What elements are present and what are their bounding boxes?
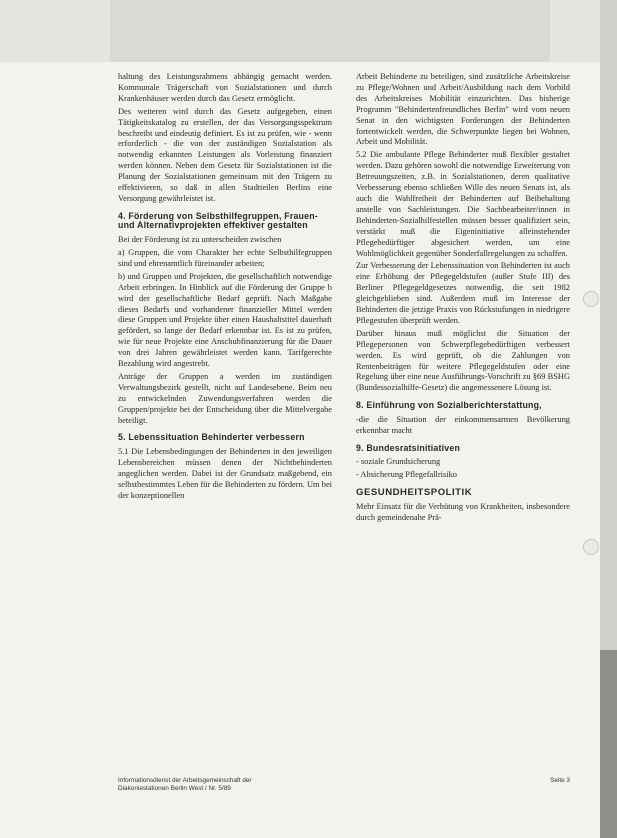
section-heading-8: 8. Einführung von Sozialberichterstattung, — [356, 400, 542, 411]
footer-line: Informationsdienst der Arbeitsgemeinschaft der — [118, 777, 252, 784]
paragraph: a) Gruppen, die vom Charakter her echte Selbsthilfegruppen sind und ehrenamtlich füreinander arbeiten; — [118, 247, 332, 268]
paragraph: 5.1 Die Lebensbedingungen der Behinderten in den jeweiligen Lebensbereichen müssen denen der Nichtbehinderten angeglichen werden. Dabei ist der Grundsatz maßgebend, ein selbstbestimmtes Leben für die Behinderten zu fördern. Um bei der konzeptionellen — [118, 447, 332, 500]
paragraph: haltung des Leistungsrahmens abhängig gemacht werden. Kommunale Trägerschaft von Sozialstationen und durch Krankenhäuser werden durch das Gesetz ermöglicht. — [118, 72, 332, 103]
paragraph: Bei der Förderung ist zu unterscheiden zwischen — [118, 235, 282, 245]
paragraph: Arbeit Behinderte zu beteiligen, sind zusätzliche Arbeitskreise zu Pflege/Wohnen und Arbeit/Ausbildung nach dem Vorbild des Arbeitskreises Mobilität einzurichten. Das bisherige Programm "Behindertenfreundliches Berlin" wird vom neuen Senat in den wichtigsten Forderungen der Behinderten fortentwickelt werden, die Schwerpunkte liegen bei Wohnen, Arbeit und Mobilität. — [356, 72, 570, 147]
section-heading-5: 5. Lebenssituation Behinderter verbessern — [118, 432, 305, 443]
list-item: - soziale Grundsicherung — [356, 457, 441, 467]
paragraph: -die die Situation der einkommensarmen Bevölkerung erkennbar macht — [356, 414, 570, 435]
page-number: Seite 3 — [550, 777, 570, 784]
section-heading-4: 4. Förderung von Selbsthilfegruppen, Frauen- und Alternativprojekten effektiver gestalten — [118, 210, 318, 231]
page-footer — [118, 777, 570, 793]
left-column — [118, 72, 332, 504]
right-column — [356, 72, 570, 526]
paragraph: 5.2 Die ambulante Pflege Behinderter muß flexibler gestaltet werden. Dazu gehören sowohl die notwendige Erweiterung von Betreuungszeiten, z.B. in Sozialstationen, deren qualitative Verbesserung ebenso schließen Wille des neuen Senats ist, als auch die Wahlfreiheit der Behinderten auf Beibehaltung anstelle von Sachleistungen. Die Sachbearbeiter/innen in Behinderten-Sozialhilfestellen müssen besser qualifiziert sein, verstärkt muß die Eigeninitiative alleinstehender Pflegebedürftiger abgesichert werden, um eine Wohlmöglichkeit gegenüber Sonderfallregelungen zu schaffen. — [356, 150, 570, 258]
paragraph: Des weiteren wird durch das Gesetz aufgegeben, einen Tätigkeitskatalog zu erstellen, der das Versorgungsspektrum beschreibt und eindeutig definiert. Es ist zu prüfen, wie - wenn erforderlich - die von der zuständigen Sozialstation als notwendig erkannten Leistungen als Vorleistung finanziert werden können. Neben dem Gesetz für Sozialstationen ist die Planung der Sozialstationen gemeinsam mit den Trägern zu effektivieren, so daß in allen Stadtteilen Berlins eine Versorgung gewährleistet ist. — [118, 106, 332, 203]
paragraph: b) und Gruppen und Projekten, die gesellschaftlich notwendige Arbeit erbringen. In Hinblick auf die Förderung der Gruppe b wird der gesellschaftliche Bedarf geprüft. Nach Maßgabe dieses Bedarfs und vorhandener finanzieller Mittel werden diese Gruppen und Projekte über einen Haushaltstitel dauerhaft gefördert, so lange der Bedarf erkennbar ist. Es ist zu prüfen, wie für neue Projekte eine Anschubfinanzierung für die Dauer von drei Jahren gewährleistet werden kann. Tarifgerechte Bezahlung wird angestrebt. — [118, 271, 332, 369]
paragraph: Mehr Einsatz für die Verhütung von Krankheiten, insbesondere durch gemeindenahe Prä- — [356, 501, 570, 522]
footer-line: Diakoniestationen Berlin West / Nr. 5/89 — [118, 785, 231, 792]
section-heading-9: 9. Bundesratsinitiativen — [356, 442, 461, 453]
section-heading-gesundheitspolitik: GESUNDHEITSPOLITIK — [356, 487, 473, 499]
punch-hole-icon — [583, 291, 599, 307]
paragraph: Zur Verbesserung der Lebenssituation von Behinderten ist auch eine Erhöhung der Pflegegeldstufen (außer Stufe III) des Berliner Pflegegeldgesetzes notwendig, die seit 1982 gleichgeblieben sind. Außerdem muß im Interesse der Behinderten die jetzige Praxis von Rückstufungen in niedrigere Pflegestufen überprüft werden. — [356, 261, 570, 325]
scan-edge-strip — [600, 0, 617, 838]
paragraph: Anträge der Gruppen a werden im zuständigen Verwaltungsbezirk gestellt, nicht auf Landesebene. Beim neu zu entwickelnden Zuwendungsverfahren werden die Gruppen/projekte bei der Entscheidung über die Mittelvergabe beteiligt. — [118, 371, 332, 425]
paragraph: Darüber hinaus muß möglichst die Situation der Pflegepersonen von Schwerpflegebedürftigen verbessert werden. Es wird geprüft, ob die Zahlungen von Rentenbeiträgen für weitere Pflegegeldstufen oder eine Regelung über eine neue Ausführungs-Vorschrift zu §69 BSHG (Bundessozialhilfe-Gesetz) die angemessenere Lösung ist. — [356, 328, 570, 393]
scan-top-band — [0, 0, 600, 62]
list-item: - Absicherung Pflegefallrisiko — [356, 470, 457, 480]
punch-hole-icon — [583, 539, 599, 555]
